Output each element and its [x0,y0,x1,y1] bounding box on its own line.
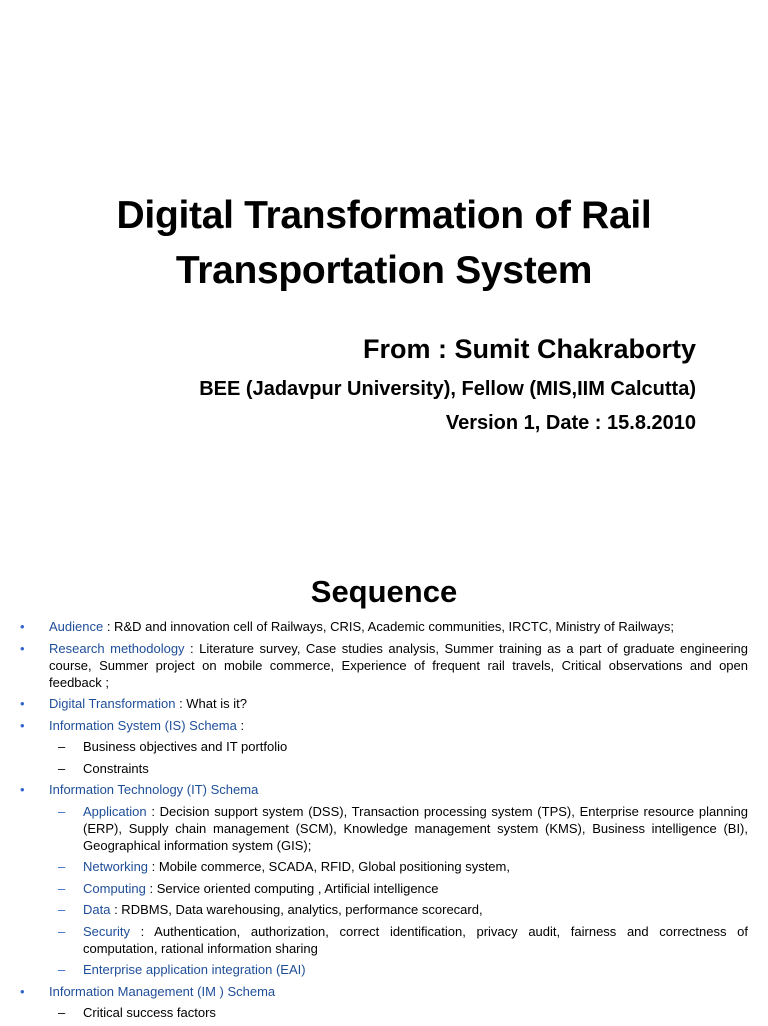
item-label: Digital Transformation [49,696,176,711]
dash-icon: – [58,962,66,977]
bullet-item [20,781,748,798]
item-label: Audience [49,619,104,634]
item-text: : Mobile commerce, SCADA, RFID, Global positioning system, [148,859,510,874]
title-line-2: Transportation System [175,249,593,292]
title-line-1: Digital Transformation of Rail [116,194,652,237]
item-text: : What is it? [175,696,247,711]
item-label: Information Management (IM ) Schema [49,983,276,999]
bullet-icon: • [20,619,25,634]
author-line: From : Sumit Chakraborty [362,334,696,364]
item-text: Business objectives and IT portfolio [83,739,288,754]
item-label: Information System (IS) Schema [49,717,237,733]
dash-icon: – [58,859,66,874]
sequence-slide [0,560,768,1024]
dash-icon: – [58,739,66,754]
item-text: : Service oriented computing , Artificial intelligence [145,880,439,896]
sub-bullet-item [20,880,748,897]
sub-bullet-item [20,803,748,854]
item-label: Data [83,902,111,917]
sub-bullet-item [20,923,748,957]
bullet-icon: • [20,717,25,733]
bullet-icon: • [20,696,25,711]
dash-icon: – [58,1005,66,1020]
item-label: Networking [83,859,149,874]
item-label: Computing [83,880,146,896]
dash-icon: – [58,803,66,819]
bullet-icon: • [20,983,25,999]
bullet-item [20,717,748,734]
bullet-icon: • [20,782,25,797]
bullet-item [20,983,748,1000]
item-label: Research methodology [49,640,185,656]
bullet-icon: • [20,640,25,656]
sub-bullet-item [20,760,748,777]
item-text: : RDBMS, Data warehousing, analytics, performance scorecard, [110,902,483,917]
version-line: Version 1, Date : 15.8.2010 [445,412,696,434]
item-text: : Authentication, authorization, correct identification, privacy audit, fairness and correctness of computation, rational information sharing [83,923,748,956]
sub-bullet-item [20,901,748,918]
sub-bullet-item [20,738,748,755]
dash-icon: – [58,760,66,776]
sequence-list [20,618,748,1026]
item-text: : Decision support system (DSS), Transaction processing system (TPS), Enterprise resource planning (ERP), Supply chain management (SCM), Knowledge management system (KMS), Business intelligence (BI), Geographical information system (GIS); [83,803,748,853]
dash-icon: – [58,880,66,896]
item-text: : [236,717,245,733]
item-text: : Literature survey, Case studies analysis, Summer training as a part of graduate engineering course, Summer project on mobile commerce, Experience of frequent rail travels, Critical observations and open feedback ; [49,640,748,690]
bullet-item [20,695,748,712]
sub-bullet-item [20,1004,748,1021]
item-label: Security [83,923,130,939]
bullet-item [20,640,748,691]
dash-icon: – [58,902,66,917]
bullet-item [20,618,748,635]
item-text: Critical success factors [83,1005,216,1020]
item-label: Enterprise application integration (EAI) [83,962,306,977]
slide-title [40,188,728,298]
item-text: : R&D and innovation cell of Railways, CRIS, Academic communities, IRCTC, Ministry of Railways; [103,619,674,634]
item-label: Application [83,803,147,819]
affiliation-line: BEE (Jadavpur University), Fellow (MIS,IIM Calcutta) [199,378,696,400]
sub-bullet-item [20,961,748,978]
sub-bullet-item [20,858,748,875]
item-text: Constraints [83,760,149,776]
dash-icon: – [58,923,66,939]
item-label: Information Technology (IT) Schema [49,782,259,797]
sequence-title: Sequence [310,574,458,609]
